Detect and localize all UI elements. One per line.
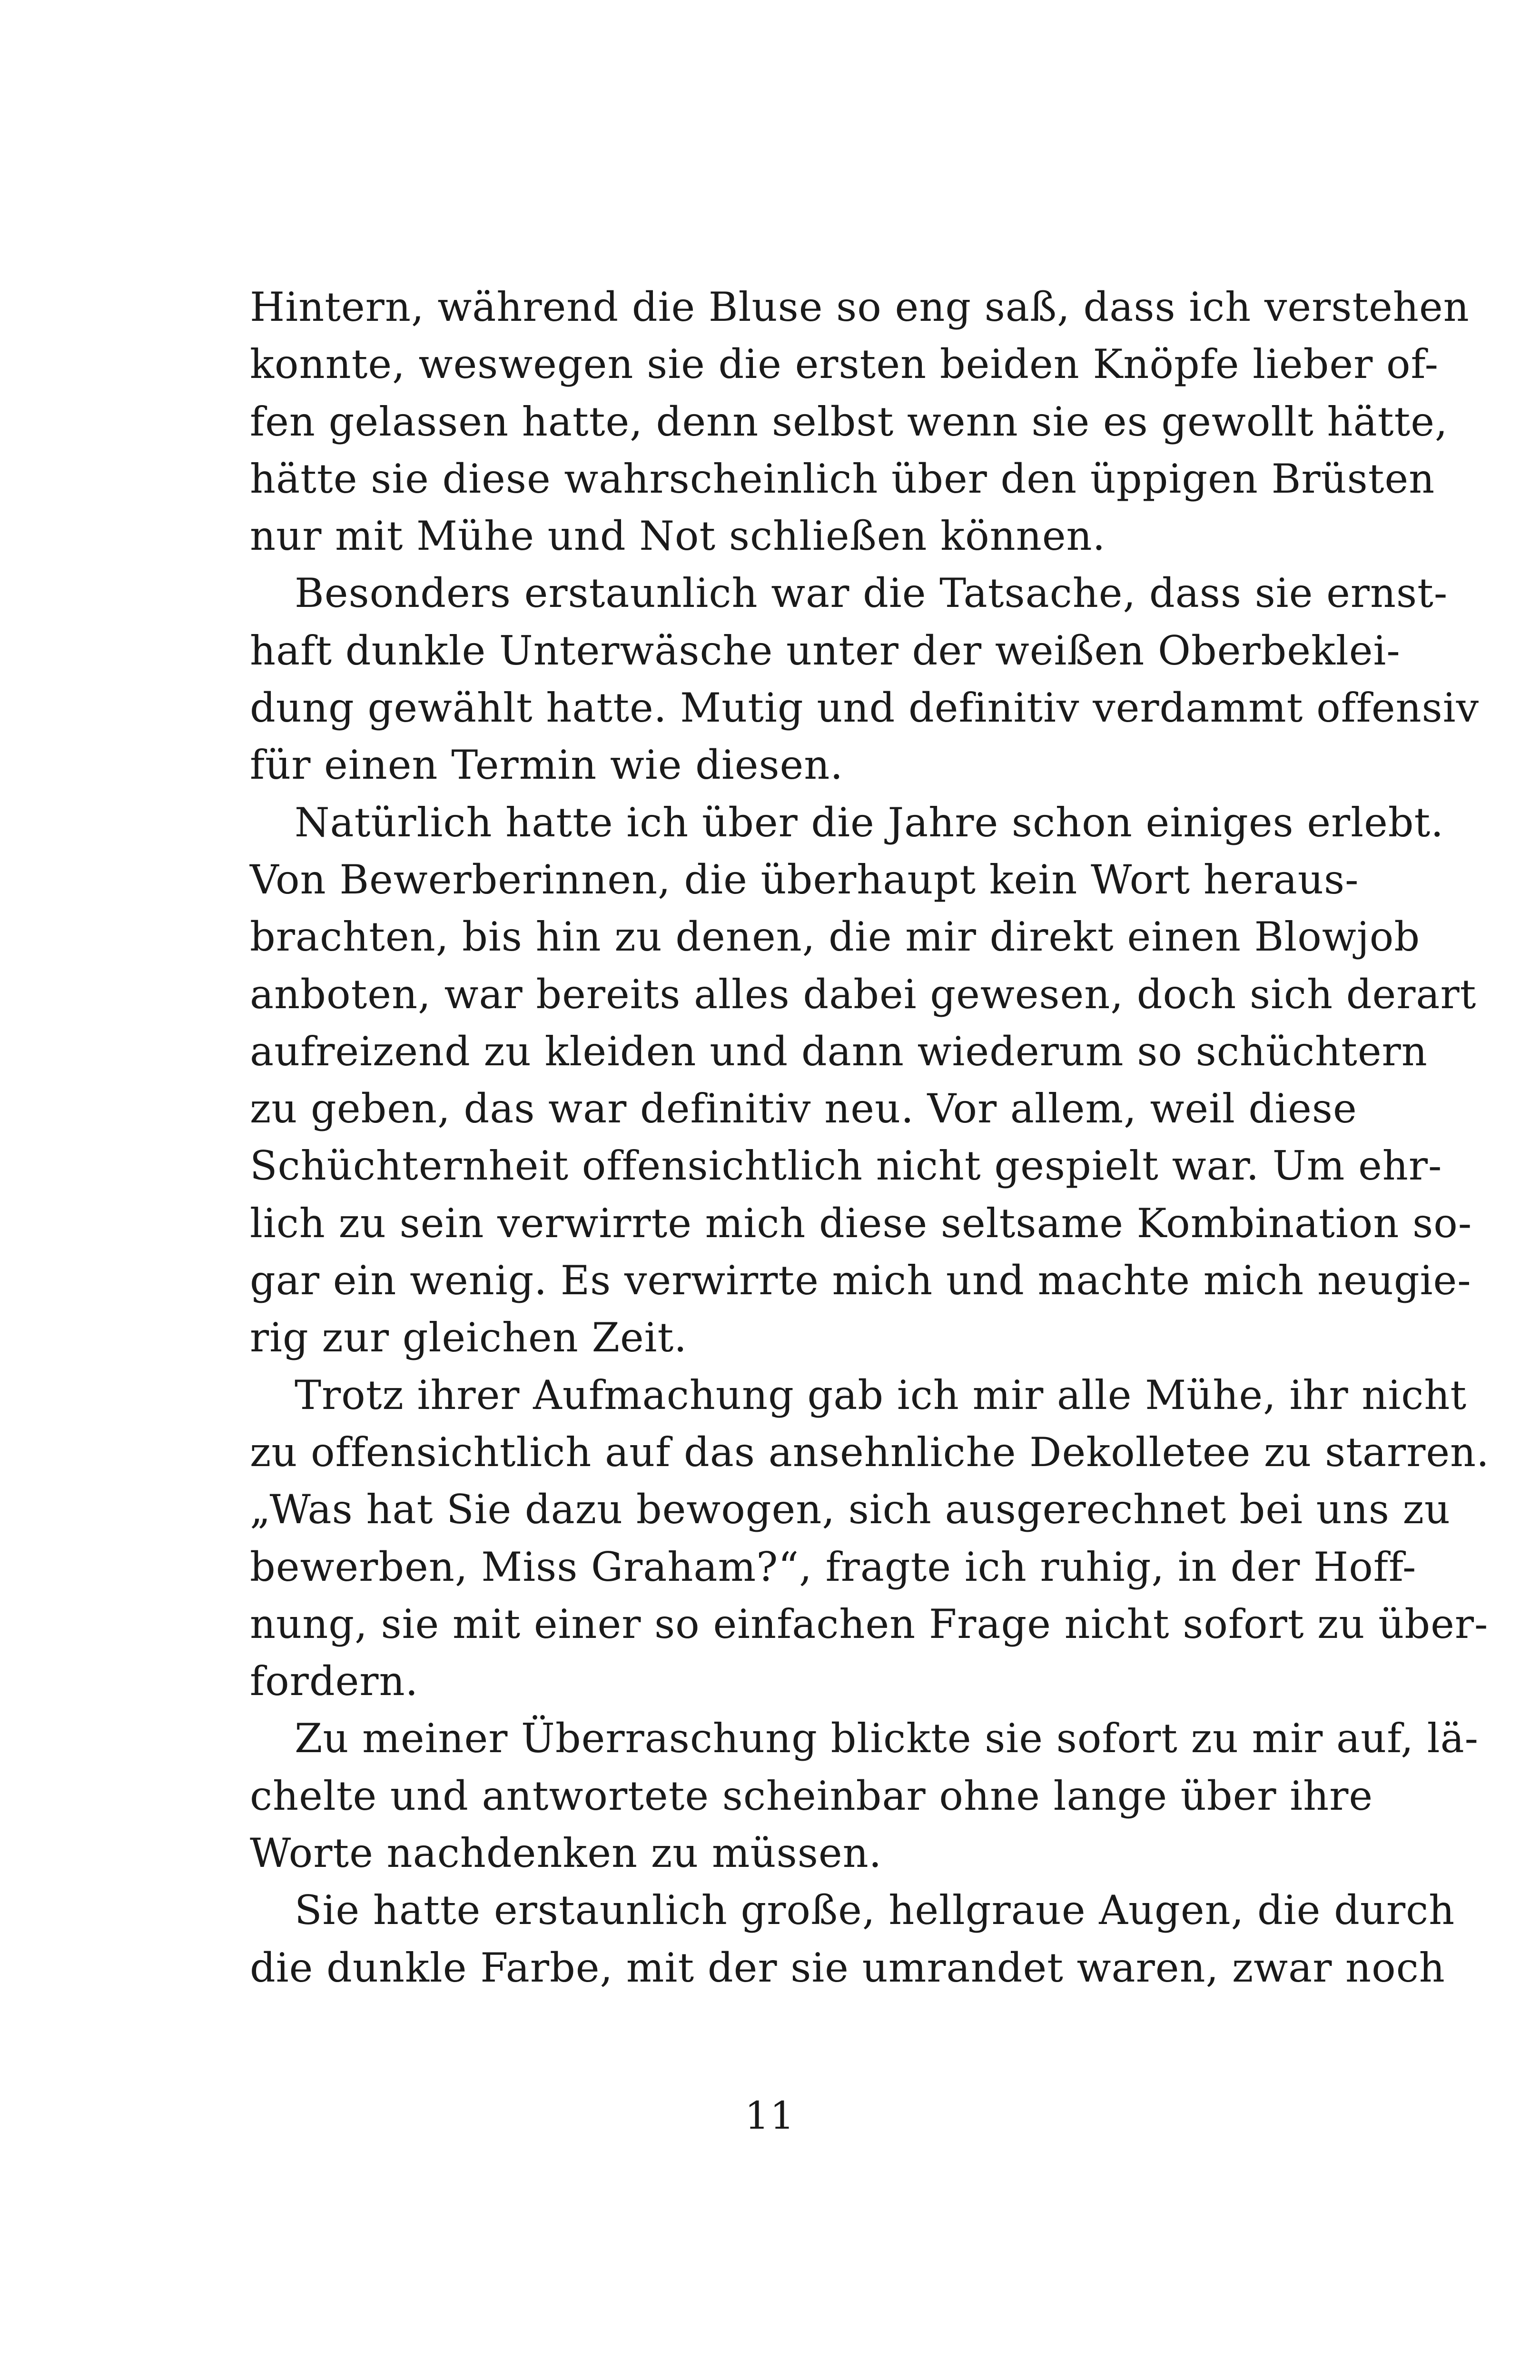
text-line: gar ein wenig. Es verwirrte mich und machte mich neugie-: [250, 1257, 1471, 1304]
text-line: anboten, war bereits alles dabei gewesen, doch sich derart: [250, 971, 1477, 1018]
text-line: nur mit Mühe und Not schließen können.: [250, 513, 1106, 560]
paragraph: [250, 278, 1470, 565]
text-line: Besonders erstaunlich war die Tatsache, dass sie ernst-: [295, 570, 1448, 617]
text-line: konnte, weswegen sie die ersten beiden Knöpfe lieber of-: [250, 341, 1439, 388]
text-line: Zu meiner Überraschung blickte sie sofort zu mir auf, lä-: [295, 1715, 1479, 1762]
text-line: „Was hat Sie dazu bewogen, sich ausgerechnet bei uns zu: [250, 1486, 1451, 1533]
text-line: nung, sie mit einer so einfachen Frage nicht sofort zu über-: [250, 1600, 1489, 1647]
paragraph: [250, 794, 1477, 1367]
text-line: Sie hatte erstaunlich große, hellgraue Augen, die durch: [295, 1887, 1455, 1934]
text-line: für einen Termin wie diesen.: [250, 742, 844, 789]
text-line: haft dunkle Unterwäsche unter der weißen Oberbeklei-: [250, 627, 1401, 674]
text-line: aufreizend zu kleiden und dann wiederum so schüchtern: [250, 1028, 1428, 1075]
text-line: zu geben, das war definitiv neu. Vor allem, weil diese: [250, 1085, 1357, 1132]
text-line: zu offensichtlich auf das ansehnliche Dekolletee zu starren.: [250, 1428, 1490, 1476]
text-line: lich zu sein verwirrte mich diese seltsame Kombination so-: [250, 1200, 1472, 1247]
paragraph: [250, 565, 1480, 793]
text-line: fen gelassen hatte, denn selbst wenn sie es gewollt hätte,: [250, 398, 1448, 445]
text-line: rig zur gleichen Zeit.: [250, 1314, 687, 1361]
text-line: dung gewählt hatte. Mutig und definitiv verdammt offensiv: [250, 684, 1480, 732]
text-line: Natürlich hatte ich über die Jahre schon einiges erlebt.: [295, 799, 1444, 846]
page-body: [250, 278, 1490, 1996]
paragraph: [250, 1367, 1490, 1710]
text-line: Trotz ihrer Aufmachung gab ich mir alle Mühe, ihr nicht: [295, 1371, 1467, 1418]
text-line: chelte und antwortete scheinbar ohne lange über ihre: [250, 1772, 1373, 1819]
paragraph: [250, 1710, 1479, 1882]
text-line: Worte nachdenken zu müssen.: [250, 1830, 882, 1877]
text-line: Von Bewerberinnen, die überhaupt kein Wort heraus-: [250, 856, 1359, 903]
text-line: die dunkle Farbe, mit der sie umrandet waren, zwar noch: [250, 1944, 1445, 1991]
text-line: fordern.: [250, 1658, 419, 1705]
paragraph: [250, 1882, 1455, 1996]
page-number: 11: [745, 2093, 795, 2138]
text-line: bewerben, Miss Graham?“, fragte ich ruhig, in der Hoff-: [250, 1543, 1417, 1590]
text-line: hätte sie diese wahrscheinlich über den üppigen Brüsten: [250, 455, 1435, 502]
text-line: Schüchternheit offensichtlich nicht gespielt war. Um ehr-: [250, 1142, 1442, 1190]
text-line: Hintern, während die Bluse so eng saß, dass ich verstehen: [250, 284, 1470, 330]
text-line: brachten, bis hin zu denen, die mir direkt einen Blowjob: [250, 913, 1421, 961]
